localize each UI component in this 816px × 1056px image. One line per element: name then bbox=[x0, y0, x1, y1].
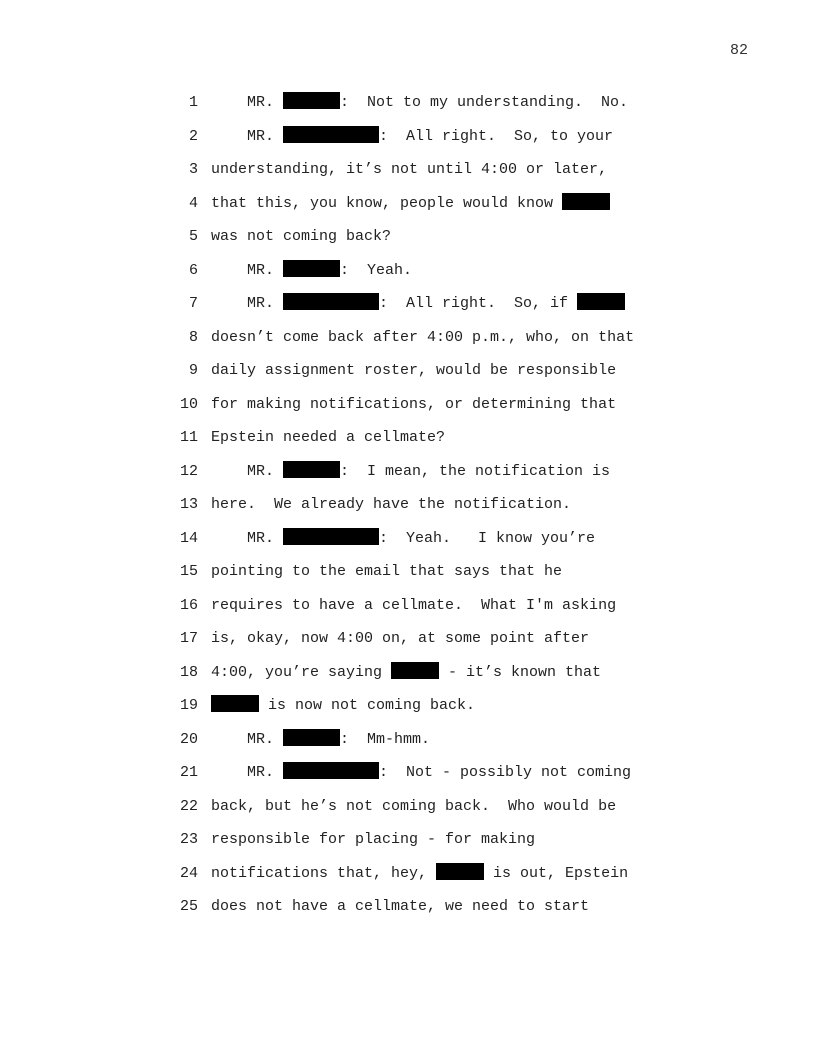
transcript-line bbox=[0, 158, 816, 182]
line-number: 17 bbox=[179, 630, 198, 647]
line-text: 4:00, you’re saying - it’s known that bbox=[211, 663, 602, 681]
line-number: 18 bbox=[179, 663, 198, 681]
transcript-line bbox=[0, 761, 816, 785]
line-number: 7 bbox=[188, 295, 198, 312]
redaction-block bbox=[211, 695, 259, 712]
line-text: requires to have a cellmate. What I'm asking bbox=[211, 596, 617, 614]
line-number: 5 bbox=[188, 228, 198, 245]
line-text: for making notifications, or determining that bbox=[211, 395, 617, 413]
redaction-block bbox=[577, 293, 625, 310]
transcript-line bbox=[0, 292, 816, 316]
line-text: MR. : Mm-hmm. bbox=[211, 730, 431, 748]
redaction-block bbox=[391, 662, 439, 679]
line-number: 6 bbox=[188, 261, 198, 279]
transcript-line bbox=[0, 795, 816, 819]
line-text: understanding, it’s not until 4:00 or later, bbox=[211, 161, 608, 178]
line-number: 13 bbox=[179, 496, 198, 513]
transcript-line bbox=[0, 627, 816, 651]
transcript-line bbox=[0, 493, 816, 517]
line-number: 9 bbox=[188, 362, 198, 379]
transcript-line bbox=[0, 828, 816, 852]
line-number: 15 bbox=[179, 563, 198, 580]
redaction-block bbox=[283, 260, 340, 277]
line-text: MR. : Not - possibly not coming bbox=[211, 764, 632, 781]
line-text: back, but he’s not coming back. Who would be bbox=[211, 797, 617, 815]
line-number: 25 bbox=[179, 898, 198, 915]
line-number: 11 bbox=[179, 429, 198, 446]
transcript-line bbox=[0, 225, 816, 249]
transcript-line bbox=[0, 694, 816, 718]
line-number: 24 bbox=[179, 864, 198, 882]
line-text: responsible for placing - for making bbox=[211, 831, 536, 848]
redaction-block bbox=[436, 863, 484, 880]
line-text: is, okay, now 4:00 on, at some point after bbox=[211, 630, 590, 647]
page-number: 82 bbox=[730, 42, 749, 59]
line-number: 3 bbox=[188, 161, 198, 178]
transcript-line bbox=[0, 426, 816, 450]
line-number: 19 bbox=[179, 697, 198, 714]
line-number: 22 bbox=[179, 797, 198, 815]
line-text: Epstein needed a cellmate? bbox=[211, 429, 446, 446]
line-text: notifications that, hey, is out, Epstein bbox=[211, 864, 629, 882]
transcript-line bbox=[0, 393, 816, 417]
line-text: does not have a cellmate, we need to start bbox=[211, 898, 590, 915]
redaction-block bbox=[283, 762, 379, 779]
line-number: 21 bbox=[179, 764, 198, 781]
transcript-line bbox=[0, 359, 816, 383]
redaction-block bbox=[562, 193, 610, 210]
line-text: pointing to the email that says that he bbox=[211, 563, 563, 580]
redaction-block bbox=[283, 293, 379, 310]
line-text: MR. : Yeah. bbox=[211, 261, 413, 279]
line-number: 14 bbox=[179, 529, 198, 547]
line-number: 12 bbox=[179, 462, 198, 480]
transcript-line bbox=[0, 728, 816, 752]
transcript-line bbox=[0, 560, 816, 584]
transcript-line bbox=[0, 125, 816, 149]
transcript-line bbox=[0, 594, 816, 618]
transcript-line bbox=[0, 192, 816, 216]
line-text: daily assignment roster, would be responsible bbox=[211, 362, 617, 379]
transcript-line bbox=[0, 895, 816, 919]
line-text: that this, you know, people would know bbox=[211, 192, 610, 216]
line-number: 20 bbox=[179, 730, 198, 748]
line-number: 1 bbox=[188, 94, 198, 111]
redaction-block bbox=[283, 126, 379, 143]
line-number: 23 bbox=[179, 831, 198, 848]
line-text: doesn’t come back after 4:00 p.m., who, on that bbox=[211, 328, 635, 346]
line-number: 8 bbox=[188, 328, 198, 346]
line-text: MR. : All right. So, to your bbox=[211, 127, 614, 145]
redaction-block bbox=[283, 92, 340, 109]
transcript-line bbox=[0, 527, 816, 551]
transcript-line bbox=[0, 862, 816, 886]
line-text: MR. : I mean, the notification is bbox=[211, 462, 611, 480]
transcript-line bbox=[0, 661, 816, 685]
line-number: 2 bbox=[188, 127, 198, 145]
line-number: 4 bbox=[188, 194, 198, 212]
line-text: MR. : All right. So, if bbox=[211, 292, 625, 316]
line-text: is now not coming back. bbox=[211, 694, 475, 718]
line-text: was not coming back? bbox=[211, 228, 392, 245]
transcript-line bbox=[0, 91, 816, 115]
transcript-line bbox=[0, 460, 816, 484]
transcript-line bbox=[0, 326, 816, 350]
transcript-line bbox=[0, 259, 816, 283]
redaction-block bbox=[283, 461, 340, 478]
line-text: MR. : Yeah. I know you’re bbox=[211, 529, 596, 547]
line-number: 10 bbox=[179, 395, 198, 413]
line-number: 16 bbox=[179, 596, 198, 614]
line-text: MR. : Not to my understanding. No. bbox=[211, 94, 629, 111]
redaction-block bbox=[283, 729, 340, 746]
line-text: here. We already have the notification. bbox=[211, 496, 572, 513]
redaction-block bbox=[283, 528, 379, 545]
